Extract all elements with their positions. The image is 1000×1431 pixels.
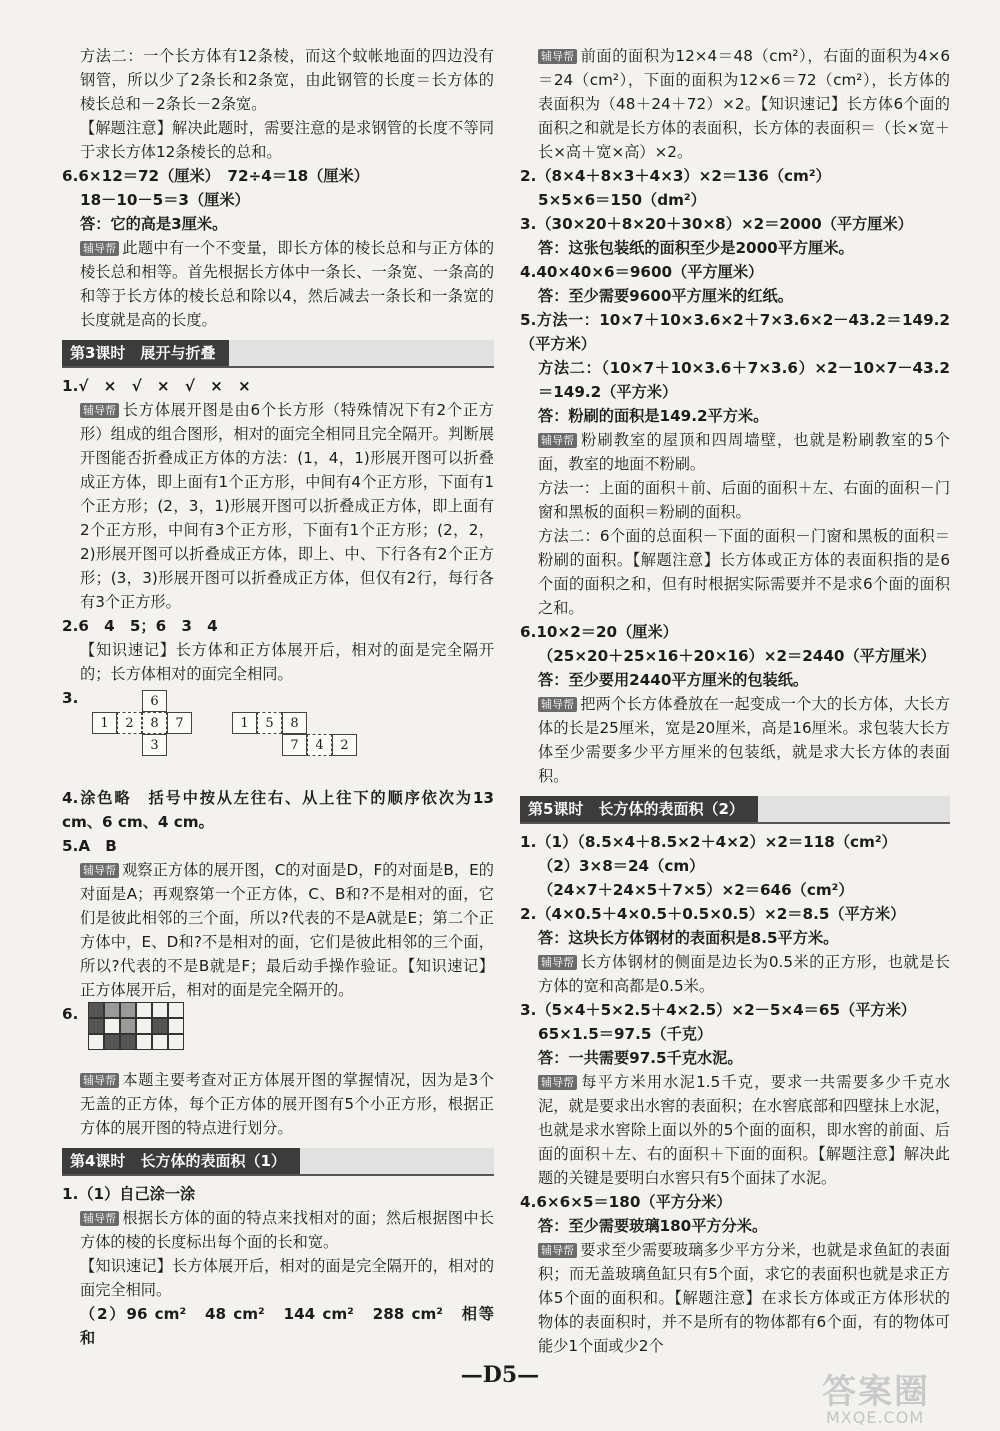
net2-cell: 1 bbox=[232, 712, 257, 734]
s4-q1: 1.（1）自己涂一涂 bbox=[62, 1185, 196, 1203]
helper-tag: 辅导帮 bbox=[80, 403, 119, 418]
left-column bbox=[62, 44, 510, 1350]
right-column bbox=[520, 44, 950, 1358]
net2-cell: 2 bbox=[332, 734, 357, 756]
r-q6-helper: 辅导帮 把两个长方体叠放在一起变成一个大的长方体，大长方体的长是25厘米，宽是20厘米，高是16厘米。求包装大长方体至少需要多少平方厘米的包装纸，就是求大长方体的表面积。 bbox=[538, 695, 950, 785]
s3-q1-helper: 辅导帮 长方体展开图是由6个长方形（特殊情况下有2个正方形）组成的组合图形，相对的面完全相同且完全隔开。判断展开图能否折叠成正方体的方法：(1，4，1)形展开图可以折叠成正方体，即上面有1个正方形，中间有4个正方形，下面有1个正方形；(2，3，1)形展开图可以折叠成正方体，即上面有2个正方形，中间有3个正方形，下面有1个正方形；(2，2，2)形展开图可以折叠成正方体，即上、中、下行各有2个正方形；(3，3)形展开图可以折叠成正方体，但仅有2行，每行各有3个正方形。 bbox=[80, 401, 494, 611]
page-number: —D5— bbox=[460, 1362, 540, 1388]
net1-cell: 8 bbox=[142, 712, 167, 734]
s5-q2-line1: 2.（4×0.5＋4×0.5＋0.5×0.5）×2＝8.5（平方米） bbox=[520, 905, 906, 923]
s5-q1-line2: （2）3×8＝24（cm） bbox=[538, 857, 705, 875]
section-header-lesson-5 bbox=[520, 796, 950, 824]
section-header-lesson-3 bbox=[62, 340, 494, 368]
s5-q1-line1: 1.（1）（8.5×4＋8.5×2＋4×2）×2＝118（cm²） bbox=[520, 833, 897, 851]
s3-q6: 6. bbox=[62, 1005, 79, 1023]
s5-q4-answer: 答：至少需要玻璃180平方分米。 bbox=[538, 1217, 768, 1235]
q6-answer: 答：它的高是3厘米。 bbox=[80, 215, 228, 233]
r-q4-answer: 答：至少需要9600平方厘米的红纸。 bbox=[538, 287, 793, 305]
helper-tag: 辅导帮 bbox=[80, 1073, 119, 1088]
s4-q1-helper: 辅导帮 根据长方体的面的特点来找相对的面；然后根据图中长方体的棱的长度标出每个面的长和宽。 bbox=[80, 1209, 494, 1251]
s3-q2-note: 【知识速记】长方体和正方体展开后，相对的面是完全隔开的；长方体相对的面完全相同。 bbox=[80, 641, 494, 683]
r-q2-line2: 5×5×6＝150（dm²） bbox=[538, 191, 706, 209]
s3-q2: 2.6 4 5；6 3 4 bbox=[62, 617, 218, 635]
helper-tag: 辅导帮 bbox=[80, 1211, 119, 1226]
r-q4-line1: 4.40×40×6＝9600（平方厘米） bbox=[520, 263, 764, 281]
method-two-text: 方法二：一个长方体有12条棱，而这个蚊帐地面的四边没有钢管，所以少了2条长和2条宽，由此钢管的长度＝长方体的棱长总和－2条长－2条宽。 bbox=[80, 47, 494, 113]
q6-helper: 辅导帮 此题中有一个不变量，即长方体的棱长总和与正方体的棱长总和相等。首先根据长方体中一条长、一条宽、一条高的和等于长方体的棱长总和除以4，然后减去一条长和一条宽的长度就是高的长度。 bbox=[80, 239, 494, 329]
s5-q3-line1: 3.（5×4＋5×2.5＋4×2.5）×2－5×4＝65（平方米） bbox=[520, 1001, 916, 1019]
s5-q1-line3: （24×7＋24×5＋7×5）×2＝646（cm²） bbox=[538, 881, 854, 899]
net1-cell: 1 bbox=[92, 712, 117, 734]
helper-tag: 辅导帮 bbox=[80, 863, 119, 878]
r-q3-answer: 答：这张包装纸的面积至少是2000平方厘米。 bbox=[538, 239, 854, 257]
helper-tag: 辅导帮 bbox=[538, 49, 577, 64]
r-q5-helper: 辅导帮 粉刷教室的屋顶和四周墙壁，也就是粉刷教室的5个面，教室的地面不粉刷。 bbox=[538, 431, 950, 473]
s4-q1-note: 【知识速记】长方体展开后，相对的面是完全隔开的，相对的面完全相同。 bbox=[80, 1257, 494, 1299]
r-q6-answer: 答：至少要用2440平方厘米的包装纸。 bbox=[538, 671, 809, 689]
watermark-url: MXQE.COM bbox=[826, 1408, 925, 1427]
s5-q3-answer: 答：一共需要97.5千克水泥。 bbox=[538, 1049, 743, 1067]
r-q2-line1: 2.（8×4＋8×3＋4×3）×2＝136（cm²） bbox=[520, 167, 831, 185]
net1-cell: 3 bbox=[142, 734, 167, 756]
helper-tag: 辅导帮 bbox=[538, 955, 577, 970]
section-title: 第5课时 长方体的表面积（2） bbox=[520, 796, 758, 822]
s5-q3-line2: 65×1.5＝97.5（千克） bbox=[538, 1025, 713, 1043]
r-q5-answer: 答：粉刷的面积是149.2平方米。 bbox=[538, 407, 769, 425]
helper-tag: 辅导帮 bbox=[538, 697, 577, 712]
r-q5-m1-explain: 方法一：上面的面积＋前、后面的面积＋左、右面的面积－门窗和黑板的面积＝粉刷的面积。 bbox=[538, 479, 950, 521]
r-q6-line2: （25×20＋25×16＋20×16）×2＝2440（平方厘米） bbox=[538, 647, 936, 665]
net1-cell: 2 bbox=[117, 712, 142, 734]
r-q3-line1: 3.（30×20＋8×20＋30×8）×2＝2000（平方厘米） bbox=[520, 215, 913, 233]
s3-q6-helper: 辅导帮 本题主要考查对正方体展开图的掌握情况，因为是3个无盖的正方体，每个正方体的展开图有5个小正方形，根据正方体的展开图的特点进行划分。 bbox=[80, 1071, 494, 1137]
helper-tag: 辅导帮 bbox=[538, 1075, 577, 1090]
r-q5-m2-explain: 方法二：6个面的总面积－下面的面积－门窗和黑板的面积＝粉刷的面积。【解题注意】长方体或正方体的表面积指的是6个面的面积之和，但有时根据实际需要并不是求6个面的面积之和。 bbox=[538, 527, 950, 617]
section-header-lesson-4 bbox=[62, 1148, 494, 1176]
net2-cell: 4 bbox=[307, 734, 332, 756]
net2-cell: 8 bbox=[282, 712, 307, 734]
s3-q4: 4.涂色略 括号中按从左往右、从上往下的顺序依次为13 cm、6 cm、4 cm。 bbox=[62, 789, 494, 831]
q6-line-1: 6.6×12＝72（厘米） 72÷4＝18（厘米） bbox=[62, 167, 369, 185]
net2-cell: 7 bbox=[282, 734, 307, 756]
r-q5-method1: 5.方法一：10×7＋10×3.6×2＋7×3.6×2－43.2＝149.2（平方米） bbox=[520, 311, 950, 353]
s3-q5: 5.A B bbox=[62, 837, 117, 855]
s5-q2-answer: 答：这块长方体钢材的表面积是8.5平方米。 bbox=[538, 929, 839, 947]
s4-q1-part2: （2）96 cm² 48 cm² 144 cm² 288 cm² 相等 和 bbox=[80, 1305, 510, 1347]
s3-q3: 3. bbox=[62, 689, 79, 707]
helper-tag: 辅导帮 bbox=[538, 433, 577, 448]
net1-cell: 6 bbox=[142, 690, 167, 712]
s3-q5-helper: 辅导帮 观察正方体的展开图，C的对面是D，F的对面是B，E的对面是A；再观察第一个正方体，C、B和?不是相对的面，它们是彼此相邻的三个面，所以?代表的不是A就是E；第二个正方体中，E、D和?不是相对的面，它们是彼此相邻的三个面，所以?代表的不是B就是F；最后动手操作验证。【知识速记】正方体展开后，相对的面是完全隔开的。 bbox=[80, 861, 494, 999]
s5-q4-helper: 辅导帮 要求至少需要玻璃多少平方分米，也就是求鱼缸的表面积；而无盖玻璃鱼缸只有5个面，求它的表面积也就是求正方体5个面的面积和。【解题注意】在求长方体或正方体形状的物体的表面积时，并不是所有的物体都有6个面，有的物体可能少1个面或少2个 bbox=[538, 1241, 950, 1355]
net2-cell: 5 bbox=[257, 712, 282, 734]
cube-nets-figure bbox=[80, 694, 494, 782]
s5-q4-line1: 4.6×6×5＝180（平方分米） bbox=[520, 1193, 732, 1211]
net1-cell: 7 bbox=[167, 712, 192, 734]
shaded-grid-figure bbox=[88, 1002, 494, 1064]
r-q5-method2: 方法二：（10×7＋10×3.6＋7×3.6）×2－10×7－43.2＝149.2（平方米） bbox=[538, 359, 950, 401]
helper-tag: 辅导帮 bbox=[80, 241, 119, 256]
r-q6-line1: 6.10×2＝20（厘米） bbox=[520, 623, 678, 641]
right-top-helper: 辅导帮 前面的面积为12×4＝48（cm²），右面的面积为4×6＝24（cm²），下面的面积为12×6＝72（cm²），长方体的表面积为（48＋24＋72）×2。【知识速记】长方体6个面的面积之和就是长方体的表面积，长方体的表面积＝（长×宽＋长×高＋宽×高）×2。 bbox=[538, 47, 950, 161]
helper-tag: 辅导帮 bbox=[538, 1243, 577, 1258]
solving-note: 【解题注意】解决此题时，需要注意的是求钢管的长度不等同于求长方体12条棱长的总和。 bbox=[80, 119, 494, 161]
watermark-logo: 答案圈 bbox=[822, 1372, 930, 1412]
q6-line-2: 18－10－5＝3（厘米） bbox=[80, 191, 250, 209]
s5-q2-helper: 辅导帮 长方体钢材的侧面是边长为0.5米的正方形，也就是长方体的宽和高都是0.5米。 bbox=[538, 953, 950, 995]
s5-q3-helper: 辅导帮 每平方米用水泥1.5千克，要求一共需要多少千克水泥，就是要求出水窖的表面积；在水窖底部和四壁抹上水泥，也就是求水窖除上面以外的5个面的面积，即水窖的前面、后面的面积＋左、右的面积＋下面的面积。【解题注意】解决此题的关键是要明白水窖只有5个面抹了水泥。 bbox=[538, 1073, 950, 1187]
section-title: 第3课时 展开与折叠 bbox=[62, 340, 229, 366]
section-title: 第4课时 长方体的表面积（1） bbox=[62, 1148, 300, 1174]
s3-q1: 1.√ × √ × √ × × bbox=[62, 377, 251, 395]
